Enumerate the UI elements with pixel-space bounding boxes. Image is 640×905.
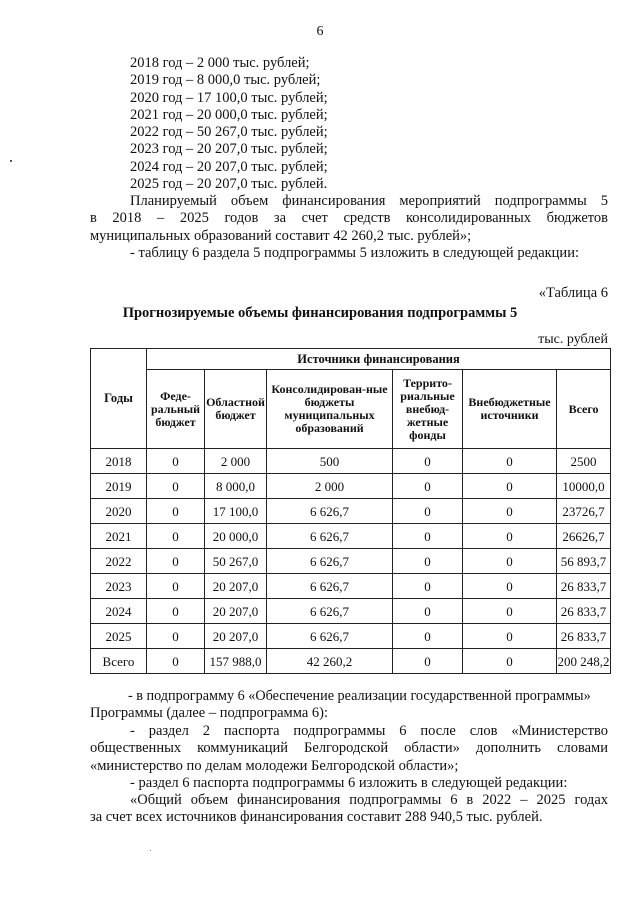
cell-regional: 20 000,0 [205, 524, 267, 549]
col-header-total: Всего [557, 370, 611, 449]
cell-total: 26 833,7 [557, 599, 611, 624]
cell-municipal: 6 626,7 [267, 524, 393, 549]
cell-offbudget: 0 [463, 549, 557, 574]
cell-federal: 0 [147, 499, 205, 524]
table-title: Прогнозируемые объемы финансирования подпрограммы 5 [122, 305, 518, 321]
total-line-1: «Общий объем финансирования подпрограммы 6 в 2022 – 2025 годах [130, 792, 608, 808]
cell-municipal: 6 626,7 [267, 574, 393, 599]
cell-offbudget: 0 [463, 449, 557, 474]
total-line-2: за счет всех источников финансирования составит 288 940,5 тыс. рублей. [90, 809, 543, 826]
col-header-territorial: Террито-риальные внебюд-жетные фонды [393, 370, 463, 449]
table-row [91, 624, 611, 649]
year-line-2020: 2020 год – 17 100,0 тыс. рублей; [130, 89, 328, 106]
col-header-municipal: Консолидирован-ные бюджеты муниципальных образований [267, 370, 393, 449]
page-number: 6 [316, 24, 324, 39]
cell-offbudget: 0 [463, 624, 557, 649]
cell-total: 26626,7 [557, 524, 611, 549]
year-line-2019: 2019 год – 8 000,0 тыс. рублей; [130, 72, 321, 89]
cell-offbudget: 0 [463, 649, 557, 674]
cell-total: 200 248,2 [557, 649, 611, 674]
section2-paragraph [90, 723, 608, 775]
year-line-2018: 2018 год – 2 000 тыс. рублей; [130, 55, 310, 71]
cell-total: 26 833,7 [557, 574, 611, 599]
cell-year: 2024 [91, 599, 147, 624]
cell-year: 2022 [91, 549, 147, 574]
cell-territorial: 0 [393, 599, 463, 624]
cell-federal: 0 [147, 574, 205, 599]
cell-federal: 0 [147, 549, 205, 574]
table-row [91, 499, 611, 524]
cell-municipal: 6 626,7 [267, 499, 393, 524]
year-funding-list [130, 55, 328, 193]
planned-line-3: муниципальных образований составит 42 260,2 тыс. рублей»; [90, 227, 472, 244]
col-header-offbudget: Внебюджетные источники [463, 370, 557, 449]
cell-year: 2020 [91, 499, 147, 524]
cell-municipal: 6 626,7 [267, 599, 393, 624]
cell-territorial: 0 [393, 499, 463, 524]
sub6-line-2: Программы (далее – подпрограмма 6): [90, 705, 328, 722]
cell-offbudget: 0 [463, 474, 557, 499]
planned-line-2: в 2018 – 2025 годов за счет средств консолидированных бюджетов [90, 210, 608, 227]
cell-total: 23726,7 [557, 499, 611, 524]
cell-federal: 0 [147, 449, 205, 474]
cell-federal: 0 [147, 599, 205, 624]
cell-territorial: 0 [393, 624, 463, 649]
cell-territorial: 0 [393, 449, 463, 474]
table-body [91, 449, 611, 674]
sub6-line-1: - в подпрограмму 6 «Обеспечение реализации государственной программы» [128, 688, 591, 704]
cell-total: 56 893,7 [557, 549, 611, 574]
cell-year: 2019 [91, 474, 147, 499]
cell-regional: 8 000,0 [205, 474, 267, 499]
cell-territorial: 0 [393, 574, 463, 599]
table-row [91, 474, 611, 499]
cell-municipal: 6 626,7 [267, 624, 393, 649]
cell-federal: 0 [147, 624, 205, 649]
cell-year: 2023 [91, 574, 147, 599]
year-line-2025: 2025 год – 20 207,0 тыс. рублей. [130, 176, 328, 193]
table-row [91, 524, 611, 549]
sources-header: Источники финансирования [147, 349, 611, 370]
planned-funding-paragraph [90, 193, 608, 245]
cell-year: 2025 [91, 624, 147, 649]
section2-line-3: «министерство по делам молодежи Белгородской области»; [90, 757, 459, 774]
cell-federal: 0 [147, 649, 205, 674]
cell-year: 2021 [91, 524, 147, 549]
section6-instruction: - раздел 6 паспорта подпрограммы 6 изложить в следующей редакции: [130, 775, 568, 791]
cell-year: 2018 [91, 449, 147, 474]
years-header: Годы [91, 349, 147, 449]
cell-municipal: 6 626,7 [267, 549, 393, 574]
cell-offbudget: 0 [463, 574, 557, 599]
cell-territorial: 0 [393, 524, 463, 549]
year-line-2021: 2021 год – 20 000,0 тыс. рублей; [130, 106, 328, 123]
units-label: тыс. рублей [538, 332, 608, 347]
table-instruction: - таблицу 6 раздела 5 подпрограммы 5 изложить в следующей редакции: [130, 245, 579, 261]
cell-territorial: 0 [393, 474, 463, 499]
table-reference: «Таблица 6 [538, 285, 608, 301]
cell-territorial: 0 [393, 549, 463, 574]
cell-offbudget: 0 [463, 499, 557, 524]
cell-federal: 0 [147, 474, 205, 499]
table-row [91, 449, 611, 474]
subprogram6-paragraph [90, 688, 608, 723]
planned-line-1: Планируемый объем финансирования мероприятий подпрограммы 5 [130, 193, 608, 209]
cell-offbudget: 0 [463, 599, 557, 624]
year-line-2022: 2022 год – 50 267,0 тыс. рублей; [130, 124, 328, 141]
col-header-federal: Феде-ральный бюджет [147, 370, 205, 449]
cell-regional: 50 267,0 [205, 549, 267, 574]
cell-regional: 20 207,0 [205, 599, 267, 624]
cell-federal: 0 [147, 524, 205, 549]
scan-mark [10, 160, 12, 162]
section2-line-1: - раздел 2 паспорта подпрограммы 6 после слов «Министерство [130, 723, 608, 739]
table-row [91, 649, 611, 674]
cell-municipal: 2 000 [267, 474, 393, 499]
cell-total: 2500 [557, 449, 611, 474]
year-line-2023: 2023 год – 20 207,0 тыс. рублей; [130, 141, 328, 158]
cell-territorial: 0 [393, 649, 463, 674]
cell-regional: 20 207,0 [205, 574, 267, 599]
table-row [91, 549, 611, 574]
cell-regional: 20 207,0 [205, 624, 267, 649]
year-line-2024: 2024 год – 20 207,0 тыс. рублей; [130, 158, 328, 175]
table-row [91, 574, 611, 599]
cell-total: 26 833,7 [557, 624, 611, 649]
scan-mark-small [150, 850, 151, 851]
section2-line-2: общественных коммуникаций Белгородской области» дополнить словами [90, 740, 608, 757]
total-funding-paragraph [90, 792, 608, 827]
cell-municipal: 500 [267, 449, 393, 474]
financing-table [90, 348, 611, 674]
table-row [91, 599, 611, 624]
cell-regional: 157 988,0 [205, 649, 267, 674]
cell-total: 10000,0 [557, 474, 611, 499]
col-header-regional: Областной бюджет [205, 370, 267, 449]
cell-municipal: 42 260,2 [267, 649, 393, 674]
cell-year: Всего [91, 649, 147, 674]
cell-regional: 17 100,0 [205, 499, 267, 524]
cell-regional: 2 000 [205, 449, 267, 474]
cell-offbudget: 0 [463, 524, 557, 549]
